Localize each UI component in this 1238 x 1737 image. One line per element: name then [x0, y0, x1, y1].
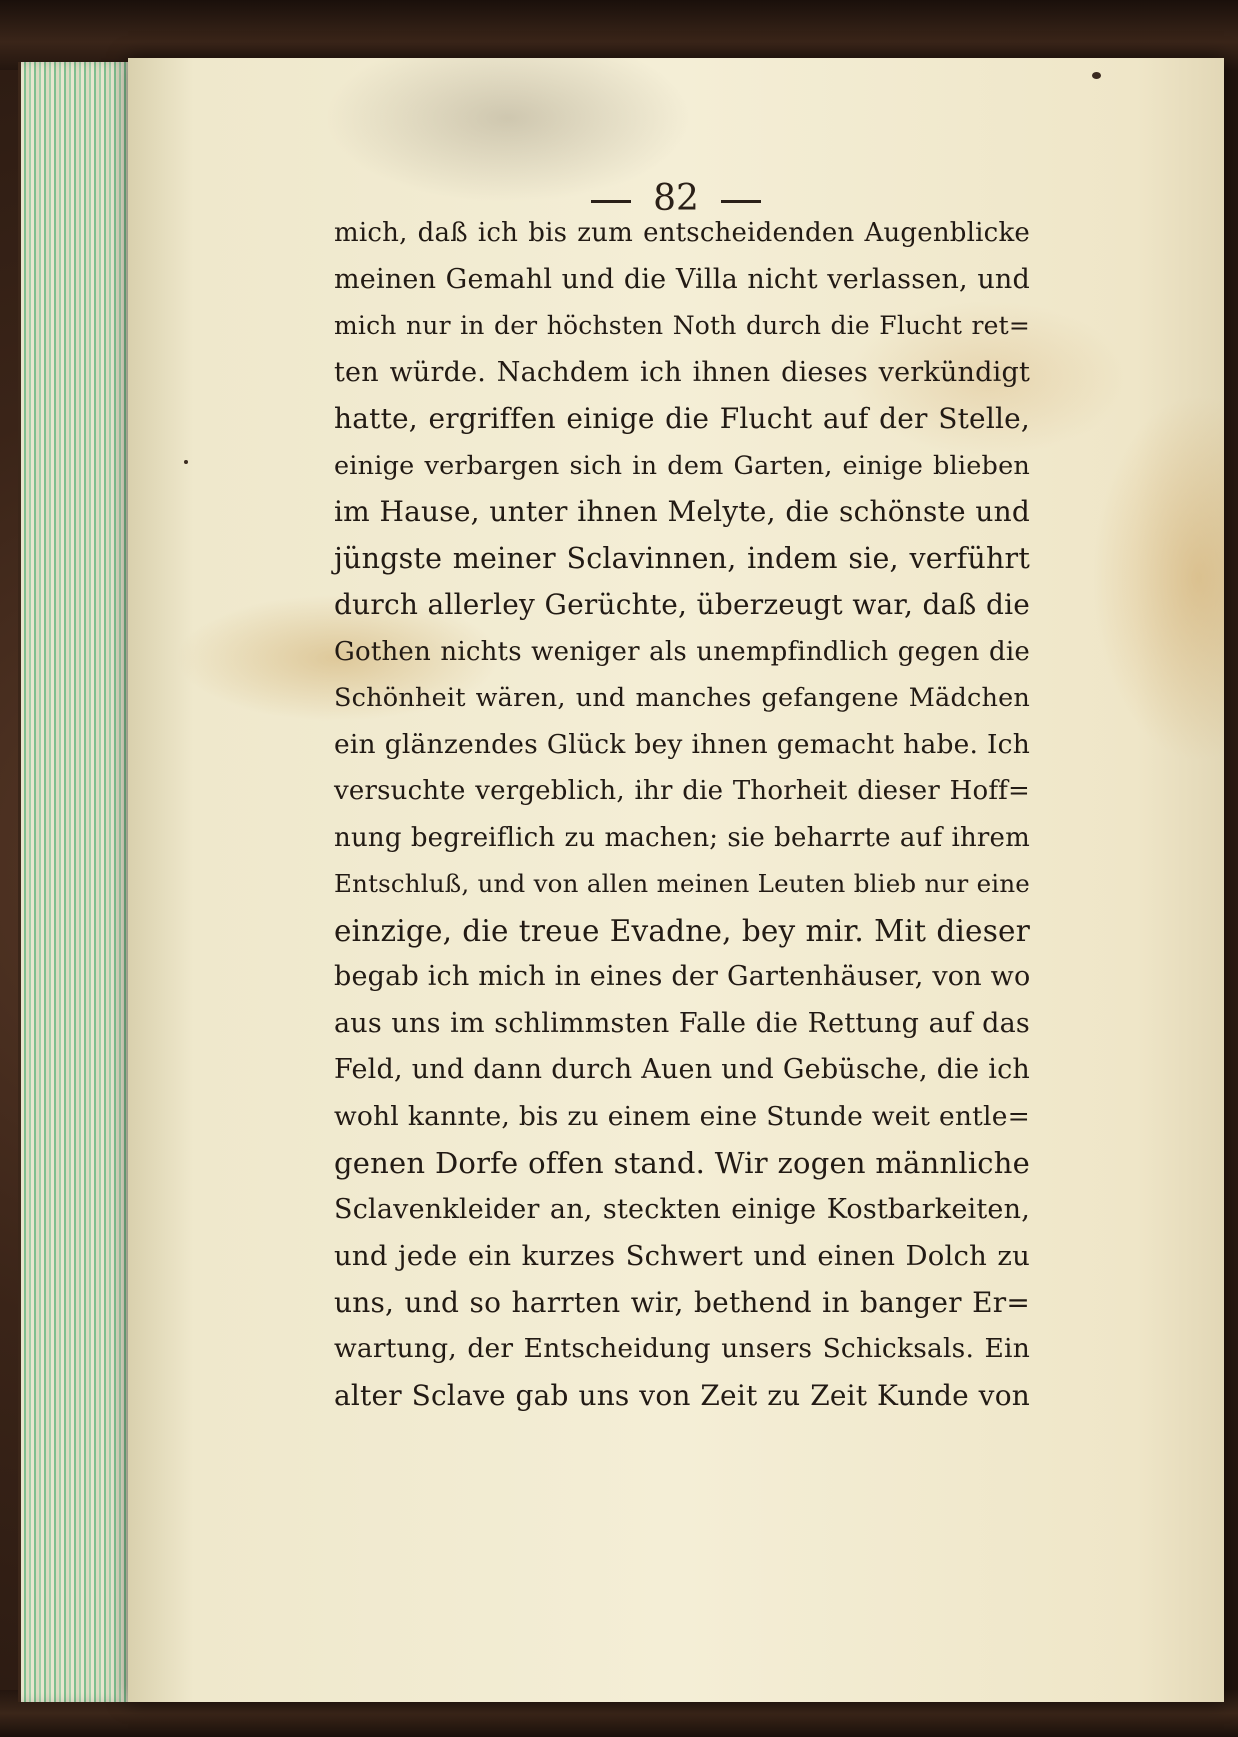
text-line: uns, und so harrten wir, bethend in banger Er=: [334, 1285, 1030, 1319]
text-line: jüngste meiner Sclavinnen, indem sie, verführt: [334, 541, 1030, 575]
page-number: 82: [653, 178, 699, 219]
text-line: Schönheit wären, und manches gefangene Mädchen: [334, 683, 1030, 713]
ink-speck: [1092, 72, 1101, 79]
text-line: aus uns im schlimmsten Falle die Rettung auf das: [334, 1007, 1030, 1039]
text-line: Sclavenkleider an, steckten einige Kostbarkeiten,: [334, 1193, 1030, 1225]
text-line: nung begreiflich zu machen; sie beharrte auf ihrem: [334, 822, 1030, 853]
header-dash-right: [721, 200, 761, 203]
book-page: [128, 58, 1224, 1702]
text-line: wartung, der Entscheidung unsers Schicksals. Ein: [334, 1333, 1030, 1364]
text-line: einige verbargen sich in dem Garten, einige blieben: [334, 450, 1030, 481]
text-line: ein glänzendes Glück bey ihnen gemacht habe. Ich: [334, 728, 1030, 760]
text-line: mich nur in der höchsten Noth durch die Flucht ret=: [334, 311, 1030, 340]
text-line: begab ich mich in eines der Gartenhäuser, von wo: [334, 961, 1031, 992]
text-line: und jede ein kurzes Schwert und einen Dolch zu: [334, 1240, 1030, 1272]
text-line: wohl kannte, bis zu einem eine Stunde weit entle=: [334, 1100, 1030, 1132]
text-line: Entschluß, und von allen meinen Leuten blieb nur eine: [334, 869, 1030, 898]
text-line: Feld, und dann durch Auen und Gebüsche, die ich: [334, 1054, 1030, 1085]
body-text: [334, 210, 1030, 1419]
text-line: meinen Gemahl und die Villa nicht verlassen, und: [334, 263, 1030, 295]
text-line: versuchte vergeblich, ihr die Thorheit dieser Hoff=: [334, 776, 1030, 806]
text-line: im Hause, unter ihnen Melyte, die schönste und: [334, 495, 1030, 528]
text-line: hatte, ergriffen einige die Flucht auf der Stelle,: [334, 402, 1030, 435]
ink-speck: [184, 460, 188, 464]
text-line: genen Dorfe offen stand. Wir zogen männliche: [334, 1146, 1030, 1180]
text-line: durch allerley Gerüchte, überzeugt war, daß die: [334, 588, 1030, 621]
header-dash-left: [591, 200, 631, 203]
text-line: einzige, die treue Evadne, bey mir. Mit dieser: [334, 913, 1030, 948]
text-line: mich, daß ich bis zum entscheidenden Augenblicke: [334, 218, 1030, 248]
text-line: ten würde. Nachdem ich ihnen dieses verkündigt: [334, 356, 1030, 388]
page-edges-stack: [18, 62, 139, 1702]
text-line: Gothen nichts weniger als unempfindlich gegen die: [334, 636, 1030, 667]
text-line: alter Sclave gab uns von Zeit zu Zeit Kunde von: [334, 1378, 1030, 1412]
